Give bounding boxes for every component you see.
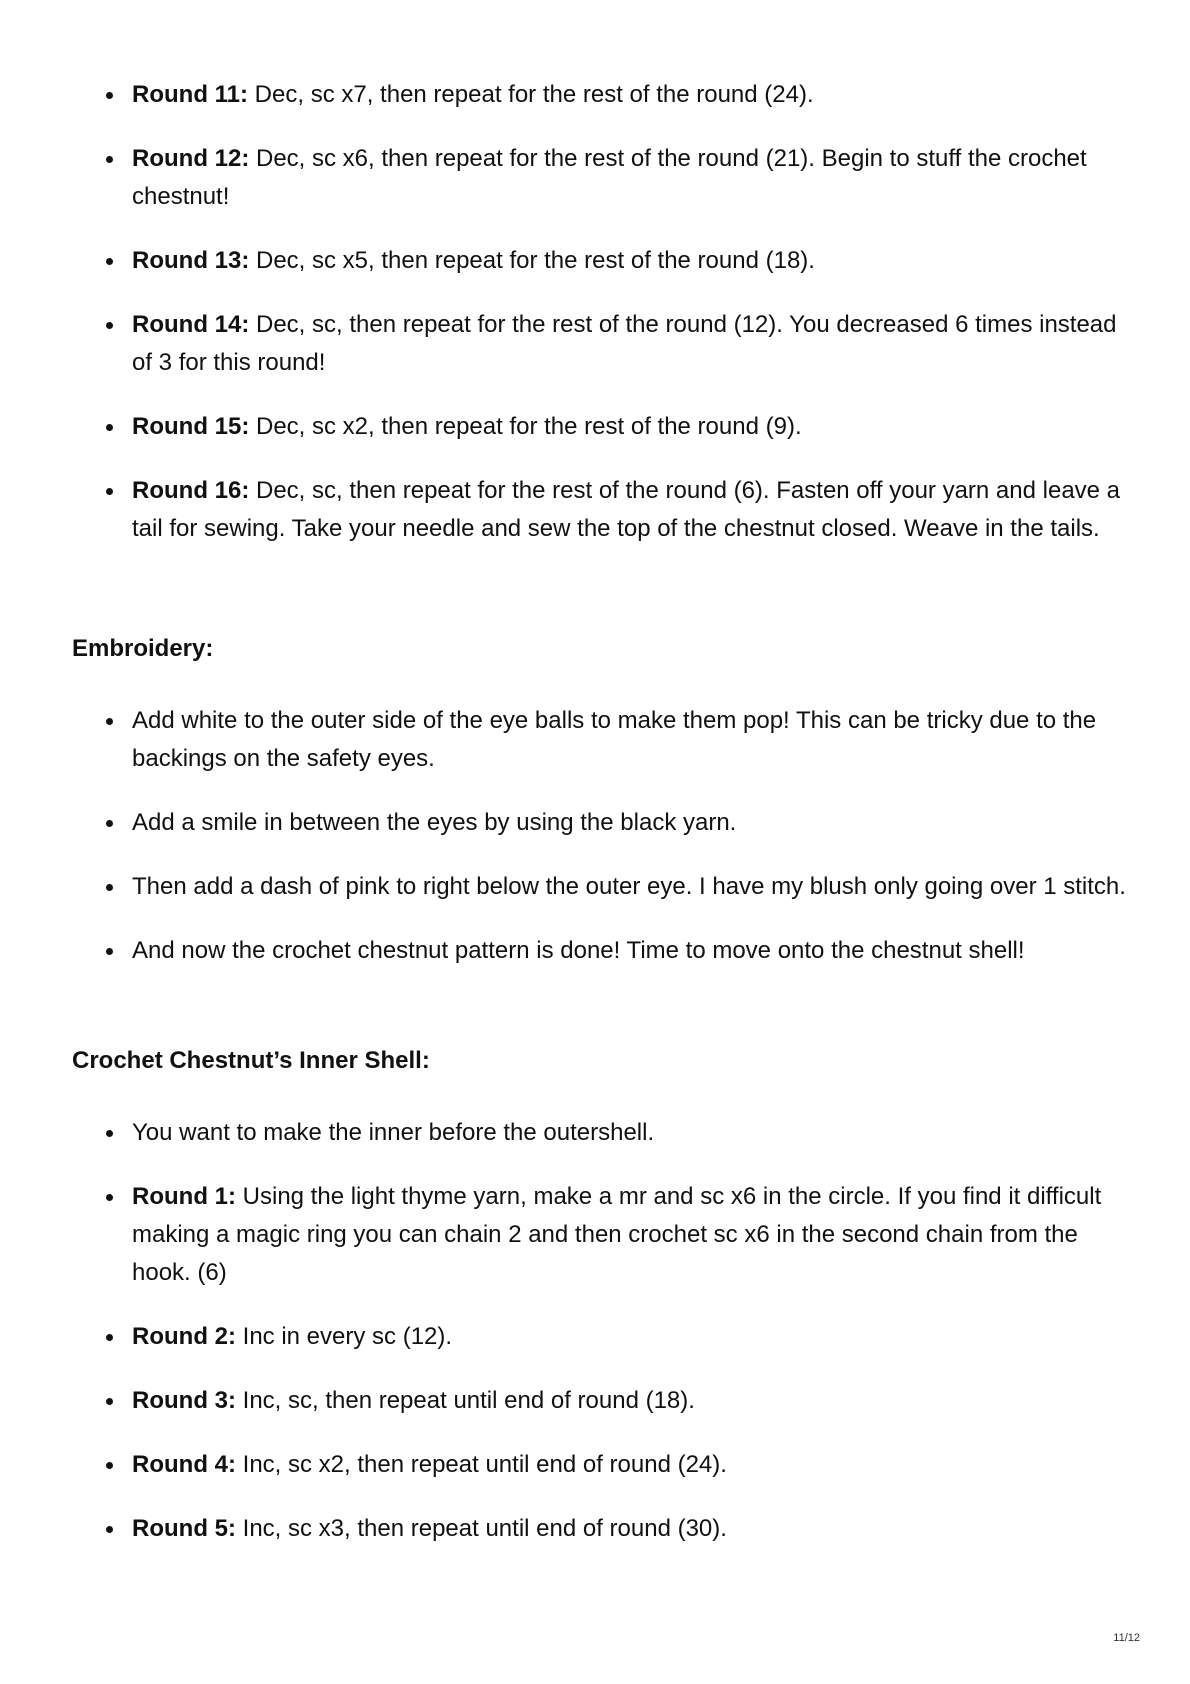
round-label: Round 5:: [132, 1515, 236, 1542]
list-item: [106, 804, 1126, 842]
round-text: Using the light thyme yarn, make a mr and sc x6 in the circle. If you find it difficult making a magic ring you can chain 2 and then crochet sc x6 in the second chain from the hook. (6): [132, 1183, 1102, 1286]
list-item: [106, 472, 1126, 548]
bullet-icon: [106, 92, 113, 99]
list-item: [106, 1178, 1126, 1292]
bullet-icon: [106, 1334, 113, 1341]
heading-inner-shell: Crochet Chestnut’s Inner Shell:: [72, 1047, 430, 1074]
list-item: [106, 1510, 1126, 1548]
round-label: Round 1:: [132, 1183, 236, 1210]
list-item: [106, 408, 1126, 446]
heading-embroidery: Embroidery:: [72, 635, 214, 662]
page-number: 11/12: [1113, 1632, 1140, 1644]
bullet-icon: [106, 718, 113, 725]
round-text: Inc, sc, then repeat until end of round (18).: [235, 1387, 695, 1414]
list-item: [106, 1318, 1126, 1356]
list-item-text: Then add a dash of pink to right below the outer eye. I have my blush only going over 1 stitch.: [132, 873, 1126, 900]
list-item: [106, 1114, 1126, 1152]
inner-shell-list: [106, 1114, 1126, 1574]
round-text: Inc, sc x2, then repeat until end of round (24).: [235, 1451, 727, 1478]
round-label: Round 4:: [132, 1451, 236, 1478]
list-item-text: You want to make the inner before the outershell.: [132, 1119, 655, 1146]
bullet-icon: [106, 1130, 113, 1137]
embroidery-list: [106, 702, 1126, 996]
bullet-icon: [106, 820, 113, 827]
bullet-icon: [106, 424, 113, 431]
list-item-text: Add white to the outer side of the eye balls to make them pop! This can be tricky due to the backings on the safety eyes.: [132, 707, 1097, 772]
bullet-icon: [106, 156, 113, 163]
round-text: Inc, sc x3, then repeat until end of round (30).: [235, 1515, 727, 1542]
round-label: Round 16:: [132, 477, 250, 504]
rounds-list-chestnut: [106, 76, 1126, 574]
round-text: Dec, sc x6, then repeat for the rest of the round (21). Begin to stuff the crochet chestnut!: [132, 145, 1087, 210]
round-text: Dec, sc x2, then repeat for the rest of the round (9).: [249, 413, 802, 440]
bullet-icon: [106, 1194, 113, 1201]
bullet-icon: [106, 488, 113, 495]
bullet-icon: [106, 948, 113, 955]
list-item: [106, 242, 1126, 280]
list-item: [106, 932, 1126, 970]
list-item-text: Add a smile in between the eyes by using the black yarn.: [132, 809, 737, 836]
round-label: Round 15:: [132, 413, 250, 440]
round-label: Round 13:: [132, 247, 250, 274]
list-item: [106, 868, 1126, 906]
round-label: Round 14:: [132, 311, 250, 338]
list-item: [106, 1446, 1126, 1484]
bullet-icon: [106, 1398, 113, 1405]
bullet-icon: [106, 322, 113, 329]
round-label: Round 12:: [132, 145, 250, 172]
round-text: Dec, sc, then repeat for the rest of the round (12). You decreased 6 times instead of 3 for this round!: [132, 311, 1117, 376]
list-item: [106, 306, 1126, 382]
bullet-icon: [106, 258, 113, 265]
bullet-icon: [106, 884, 113, 891]
round-label: Round 11:: [132, 81, 249, 108]
list-item: [106, 1382, 1126, 1420]
round-label: Round 2:: [132, 1323, 236, 1350]
list-item: [106, 76, 1126, 114]
round-text: Inc in every sc (12).: [235, 1323, 453, 1350]
round-label: Round 3:: [132, 1387, 236, 1414]
list-item-text: And now the crochet chestnut pattern is done! Time to move onto the chestnut shell!: [132, 937, 1025, 964]
round-text: Dec, sc x7, then repeat for the rest of the round (24).: [248, 81, 814, 108]
round-text: Dec, sc x5, then repeat for the rest of the round (18).: [249, 247, 815, 274]
list-item: [106, 140, 1126, 216]
bullet-icon: [106, 1526, 113, 1533]
bullet-icon: [106, 1462, 113, 1469]
list-item: [106, 702, 1126, 778]
round-text: Dec, sc, then repeat for the rest of the round (6). Fasten off your yarn and leave a tail for sewing. Take your needle and sew the top of the chestnut closed. Weave in the tails.: [132, 477, 1121, 542]
